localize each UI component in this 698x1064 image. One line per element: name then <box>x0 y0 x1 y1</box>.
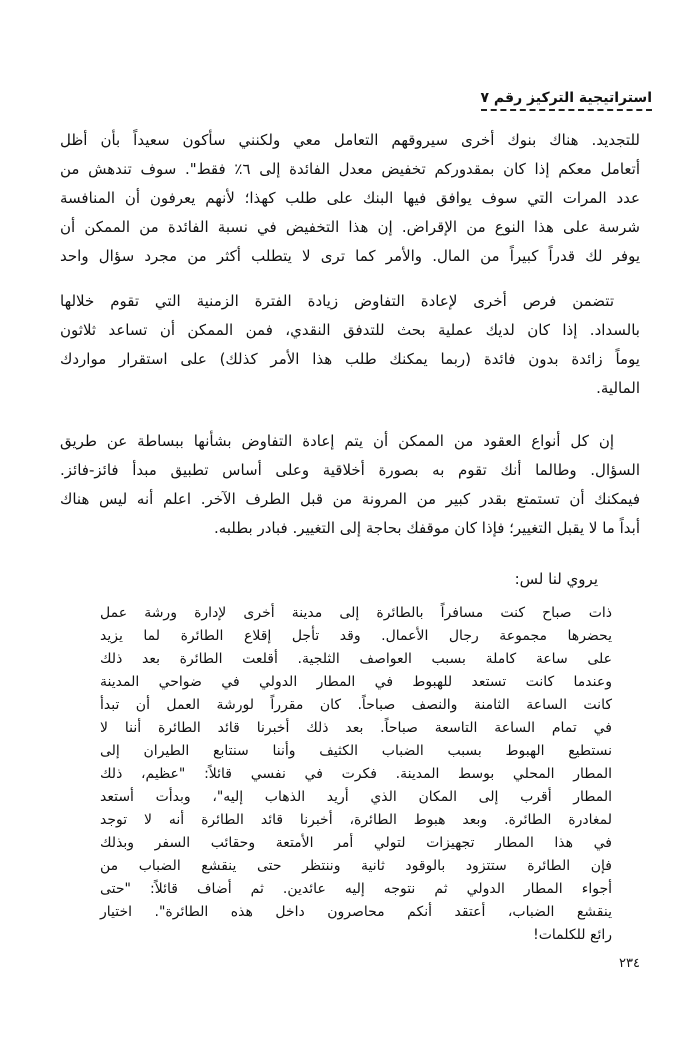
text-line: يوماً زائدة بدون فائدة (ربما يمكنك طلب هذا الأمر كذلك) على استقرار مواردك <box>60 350 640 368</box>
text-line: ذات صباح كنت مسافراً بالطائرة إلى مدينة أخرى لإدارة ورشة عمل <box>100 605 612 621</box>
text-line: إن كل أنواع العقود من الممكن أن يتم إعادة التفاوض بشأنها ببساطة عن طريق <box>60 432 614 450</box>
running-head-title: استراتيجية التركيز رقم ٧ <box>481 90 652 111</box>
text-line: نستطيع الهبوط بسبب الضباب الكثيف وأننا سنتابع الطيران إلى <box>100 743 612 759</box>
paragraph-1 <box>60 126 640 271</box>
paragraph-2 <box>60 287 640 403</box>
text-line: فإن الطائرة ستتزود بالوقود ثانية وننتظر حتى ينقشع الضباب من <box>100 858 612 874</box>
text-line: رائع للكلمات! <box>533 927 612 943</box>
text-line: يوفر لك قدراً كبيراً من المال. والأمر كما ترى لا يتطلب أكثر من مجرد سؤال واحد <box>60 247 640 265</box>
text-line: يحضرها مجموعة رجال الأعمال. وقد تأجل إقلاع الطائرة لما يزيد <box>100 628 612 644</box>
text-line: السؤال. وطالما أنك تقوم به بصورة أخلاقية وعلى أساس تطبيق مبدأ فائز-فائز. <box>60 461 640 479</box>
text-line: وعندما كانت تستعد للهبوط في المطار الدولي في ضواحي المدينة <box>100 674 612 690</box>
paragraph-3 <box>60 427 640 543</box>
text-line: بالسداد. إذا كان لديك عملية بحث للتدفق النقدي، فمن الممكن أن تساعد ثلاثون <box>60 321 640 339</box>
text-line: المطار أقرب إلى المكان الذي أريد الذهاب إليه"، وبدأت أستعد <box>100 789 612 805</box>
page-number: ٢٣٤ <box>619 956 640 971</box>
text-line: كانت الساعة الثامنة والنصف صباحاً. كان مقرراً لورشة العمل أن تبدأ <box>100 697 612 713</box>
text-line: المطار المحلي بوسط المدينة. فكرت في نفسي قائلاً: "عظيم، ذلك <box>100 766 612 782</box>
text-line: في هذا المطار تجهيزات لتولي أمر الأمتعة وحقائب السفر وبذلك <box>100 835 612 851</box>
page-body <box>60 126 640 947</box>
text-line: أبداً ما لا يقبل التغيير؛ فإذا كان موقفك بحاجة إلى التغيير. فبادر بطلبه. <box>213 519 640 537</box>
text-line: عدد المرات التي سوف يوافق فيها البنك على طلب كهذا؛ لأنهم يعرفون أن المنافسة <box>60 189 640 207</box>
text-line: ينقشع الضباب، أعتقد أنكم محاصرون داخل هذه الطائرة". اختيار <box>100 904 612 920</box>
text-line: للتجديد. هناك بنوك أخرى سيروقهم التعامل معي ولكنني سأكون سعيداً بأن أظل <box>60 131 640 149</box>
text-line: شرسة على هذا النوع من الإقراض. إن هذا التخفيض في نسبة الفائدة من الممكن أن <box>60 218 640 236</box>
text-line: تتضمن فرص أخرى لإعادة التفاوض زيادة الفترة الزمنية التي تقوم خلالها <box>60 292 614 310</box>
text-line: أجواء المطار الدولي ثم نتوجه إليه عائدين. ثم أضاف قائلاً: "حتى <box>100 881 612 897</box>
text-line: أتعامل معكم إذا كان بمقدوركم تخفيض معدل الفائدة إلى ٦٪ فقط". سوف تندهش من <box>60 160 640 178</box>
text-line: فيمكنك أن تستمتع بقدر كبير من المرونة من قبل الطرف الآخر. اعلم أنه ليس هناك <box>60 490 640 508</box>
text-line: في تمام الساعة التاسعة صباحاً. بعد ذلك أخبرنا قائد الطائرة أننا لا <box>100 720 612 736</box>
text-line: لمغادرة الطائرة. وبعد هبوط الطائرة، أخبرنا قائد الطائرة أنه لا توجد <box>100 812 612 828</box>
quote-intro: يروي لنا لس: <box>514 570 598 588</box>
text-line: المالية. <box>596 379 640 397</box>
block-quote <box>100 602 612 947</box>
text-line: على ساعة كاملة بسبب العواصف الثلجية. أقلعت الطائرة بعد ذلك <box>100 651 612 667</box>
